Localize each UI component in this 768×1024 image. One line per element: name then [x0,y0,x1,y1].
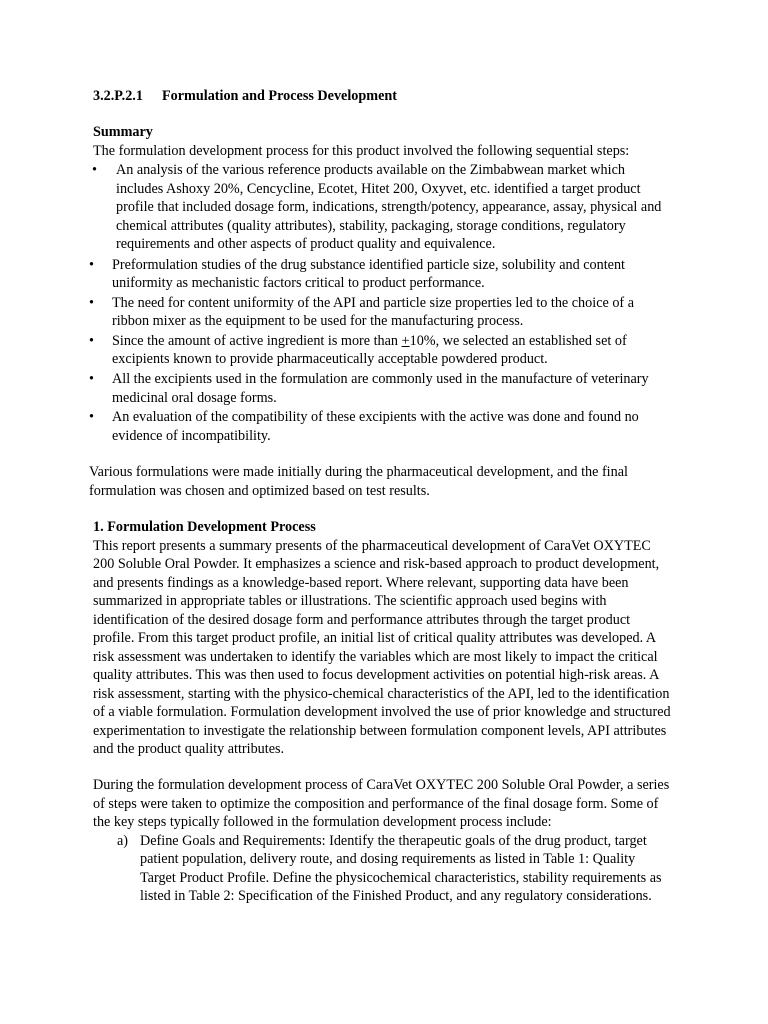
section-number: 3.2.P.2.1 [93,88,143,104]
fdp-para1-line: 200 Soluble Oral Powder. It emphasizes a science and risk-based approach to product development, [93,556,660,572]
bullet-marker: • [89,295,94,311]
fdp-para1-line: profile. From this target product profile, an initial list of critical quality attributes was developed. A [93,630,657,646]
bullet-5-line: medicinal oral dosage forms. [112,390,277,406]
bullet-4-line: excipients known to provide pharmaceutically acceptable powdered product. [112,351,548,367]
fdp-para1-line: risk assessment was undertaken to identify the variables which are most likely to impact the critical [93,649,658,665]
section-heading [93,87,397,106]
bullet-1-line: includes Ashoxy 20%, Cencycline, Ecotet, Hitet 200, Oxyvet, etc. identified a target product [116,181,641,197]
bullet-3-line: The need for content uniformity of the API and particle size properties led to the choice of a [112,295,634,311]
bullet-3-line: ribbon mixer as the equipment to be used for the manufacturing process. [112,313,524,329]
fdp-para1-line: This report presents a summary presents of the pharmaceutical development of CaraVet OXYTEC [93,538,651,554]
bullet-4-line [112,332,627,351]
various-paragraph-line: formulation was chosen and optimized based on test results. [89,483,430,499]
fdp-para1-line: summarized in appropriate tables or illustrations. The scientific approach used begins with [93,593,607,609]
fdp-para1-line: and the product quality attributes. [93,741,285,757]
list-item-a-line: patient population, delivery route, and dosing requirements as listed in Table 1: Quality [140,851,636,867]
plus-minus-sign: + [401,333,410,349]
bullet-6-line: An evaluation of the compatibility of these excipients with the active was done and found no [112,409,639,425]
bullet-2-line: Preformulation studies of the drug substance identified particle size, solubility and content [112,257,625,273]
bullet-1-line: requirements and other aspects of product quality and equivalence. [116,236,496,252]
fdp-para1-line: of a viable formulation. Formulation development involved the use of prior knowledge and structured [93,704,671,720]
bullet-marker: • [89,333,94,349]
list-item-a-line: Target Product Profile. Define the physicochemical characteristics, stability requirements as [140,870,662,886]
summary-heading: Summary [93,124,153,140]
fdp-para1-line: and presents findings as a knowledge-based report. Where relevant, supporting data have been [93,575,629,591]
bullet-marker: • [92,162,97,178]
bullet-1-line: An analysis of the various reference products available on the Zimbabwean market which [116,162,625,178]
fdp-para1-line: quality attributes. This was then used to focus development activities on potential high-risk areas. A [93,667,660,683]
bullet-marker: • [89,409,94,425]
summary-intro: The formulation development process for this product involved the following sequential steps: [93,143,630,159]
section-title: Formulation and Process Development [162,88,397,104]
fdp-para2-line: of steps were taken to optimize the composition and performance of the final dosage form. Some of [93,796,659,812]
bullet-6-line: evidence of incompatibility. [112,428,271,444]
fdp-para1-line: risk assessment, starting with the physico-chemical characteristics of the API, led to the identification [93,686,670,702]
fdp-para1-line: identification of the desired dosage form and performance attributes through the target product [93,612,631,628]
list-item-a-line: Define Goals and Requirements: Identify the therapeutic goals of the drug product, target [140,833,647,849]
list-item-marker: a) [117,833,129,849]
bullet-5-line: All the excipients used in the formulation are commonly used in the manufacture of veterinary [112,371,649,387]
fdp-heading: 1. Formulation Development Process [93,519,316,535]
fdp-para2-line: During the formulation development process of CaraVet OXYTEC 200 Soluble Oral Powder, a series [93,777,670,793]
bullet-marker: • [89,371,94,387]
bullet-2-line: uniformity as mechanistic factors critical to product performance. [112,275,485,291]
list-item-a-line: listed in Table 2: Specification of the Finished Product, and any regulatory considerations. [140,888,652,904]
fdp-para2-line: the key steps typically followed in the formulation development process include: [93,814,552,830]
bullet-4-text-pre: Since the amount of active ingredient is more than [112,333,402,349]
various-paragraph-line: Various formulations were made initially during the pharmaceutical development, and the final [89,464,628,480]
bullet-1-line: profile that included dosage form, indications, strength/potency, appearance, assay, physical and [116,199,662,215]
bullet-1-line: chemical attributes (quality attributes), stability, packaging, storage conditions, regulatory [116,218,626,234]
fdp-para1-line: experimentation to investigate the relationship between formulation component levels, API attributes [93,723,667,739]
bullet-marker: • [89,257,94,273]
bullet-4-text-post: 10%, we selected an established set of [409,333,627,349]
